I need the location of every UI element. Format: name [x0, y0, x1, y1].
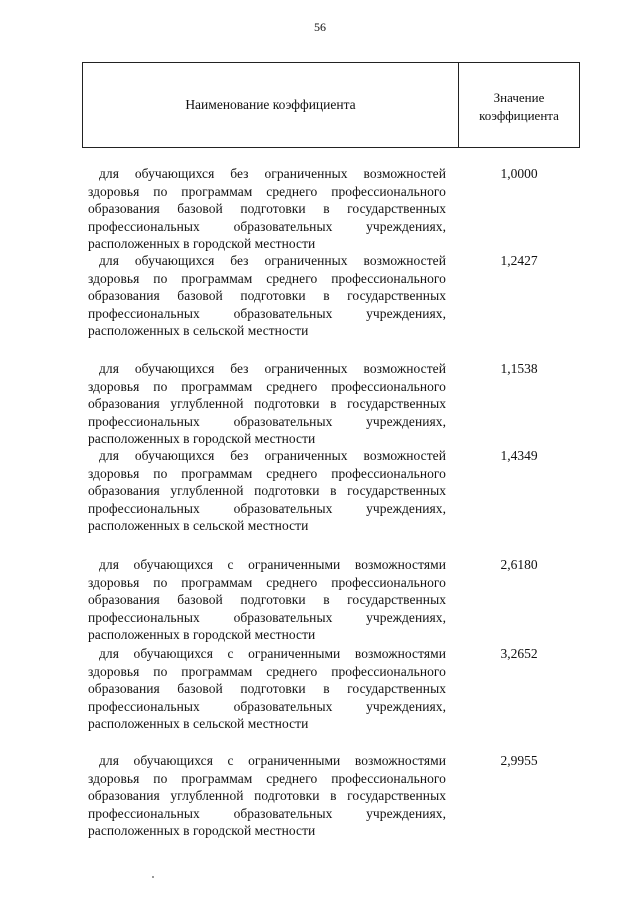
coefficient-description: для обучающихся с ограниченными возможностями здоровья по программам среднего профессионального образования базовой подготовки в государственных профессиональных образовательных учреждениях, расположенных в городской местности: [88, 557, 446, 642]
coefficient-value: 2,9955: [500, 753, 538, 768]
coefficient-value: 2,6180: [500, 557, 538, 572]
coefficient-description: для обучающихся с ограниченными возможностями здоровья по программам среднего профессионального образования базовой подготовки в государственных профессиональных образовательных учреждениях, расположенных в сельской местности: [88, 646, 446, 731]
column-header-name: Наименование коэффициента: [83, 63, 459, 147]
table-row: [88, 447, 580, 535]
coefficient-description: для обучающихся без ограниченных возможностей здоровья по программам среднего профессионального образования базовой подготовки в государственных профессиональных образовательных учреждениях, расположенных в сельской местности: [88, 253, 446, 338]
coefficient-value: 1,1538: [500, 361, 538, 376]
column-header-value-line1: Значение: [493, 90, 545, 105]
coefficient-description: для обучающихся без ограниченных возможностей здоровья по программам среднего профессионального образования углубленной подготовки в государственных профессиональных образовательных учреждениях, расположенных в сельской местности: [88, 448, 446, 533]
column-header-value-line2: коэффициента: [479, 108, 559, 123]
page-number: 56: [314, 20, 326, 34]
coefficient-value: 1,0000: [500, 166, 538, 181]
column-header-value: [459, 63, 579, 147]
table-row: [88, 752, 580, 840]
coefficient-value: 1,4349: [500, 448, 538, 463]
table-row: [88, 165, 580, 253]
coefficient-value: 1,2427: [500, 253, 538, 268]
coefficient-description: для обучающихся с ограниченными возможностями здоровья по программам среднего профессионального образования углубленной подготовки в государственных профессиональных образовательных учреждениях, расположенных в городской местности: [88, 753, 446, 838]
table-row: [88, 360, 580, 448]
coefficient-value: 3,2652: [500, 646, 538, 661]
table-header: [82, 62, 580, 148]
scan-speck: [152, 876, 154, 878]
table-row: [88, 645, 580, 733]
coefficient-description: для обучающихся без ограниченных возможностей здоровья по программам среднего профессионального образования базовой подготовки в государственных профессиональных образовательных учреждениях, расположенных в городской местности: [88, 166, 446, 251]
table-row: [88, 252, 580, 340]
coefficient-description: для обучающихся без ограниченных возможностей здоровья по программам среднего профессионального образования углубленной подготовки в государственных профессиональных образовательных учреждениях, расположенных в городской местности: [88, 361, 446, 446]
table-row: [88, 556, 580, 644]
